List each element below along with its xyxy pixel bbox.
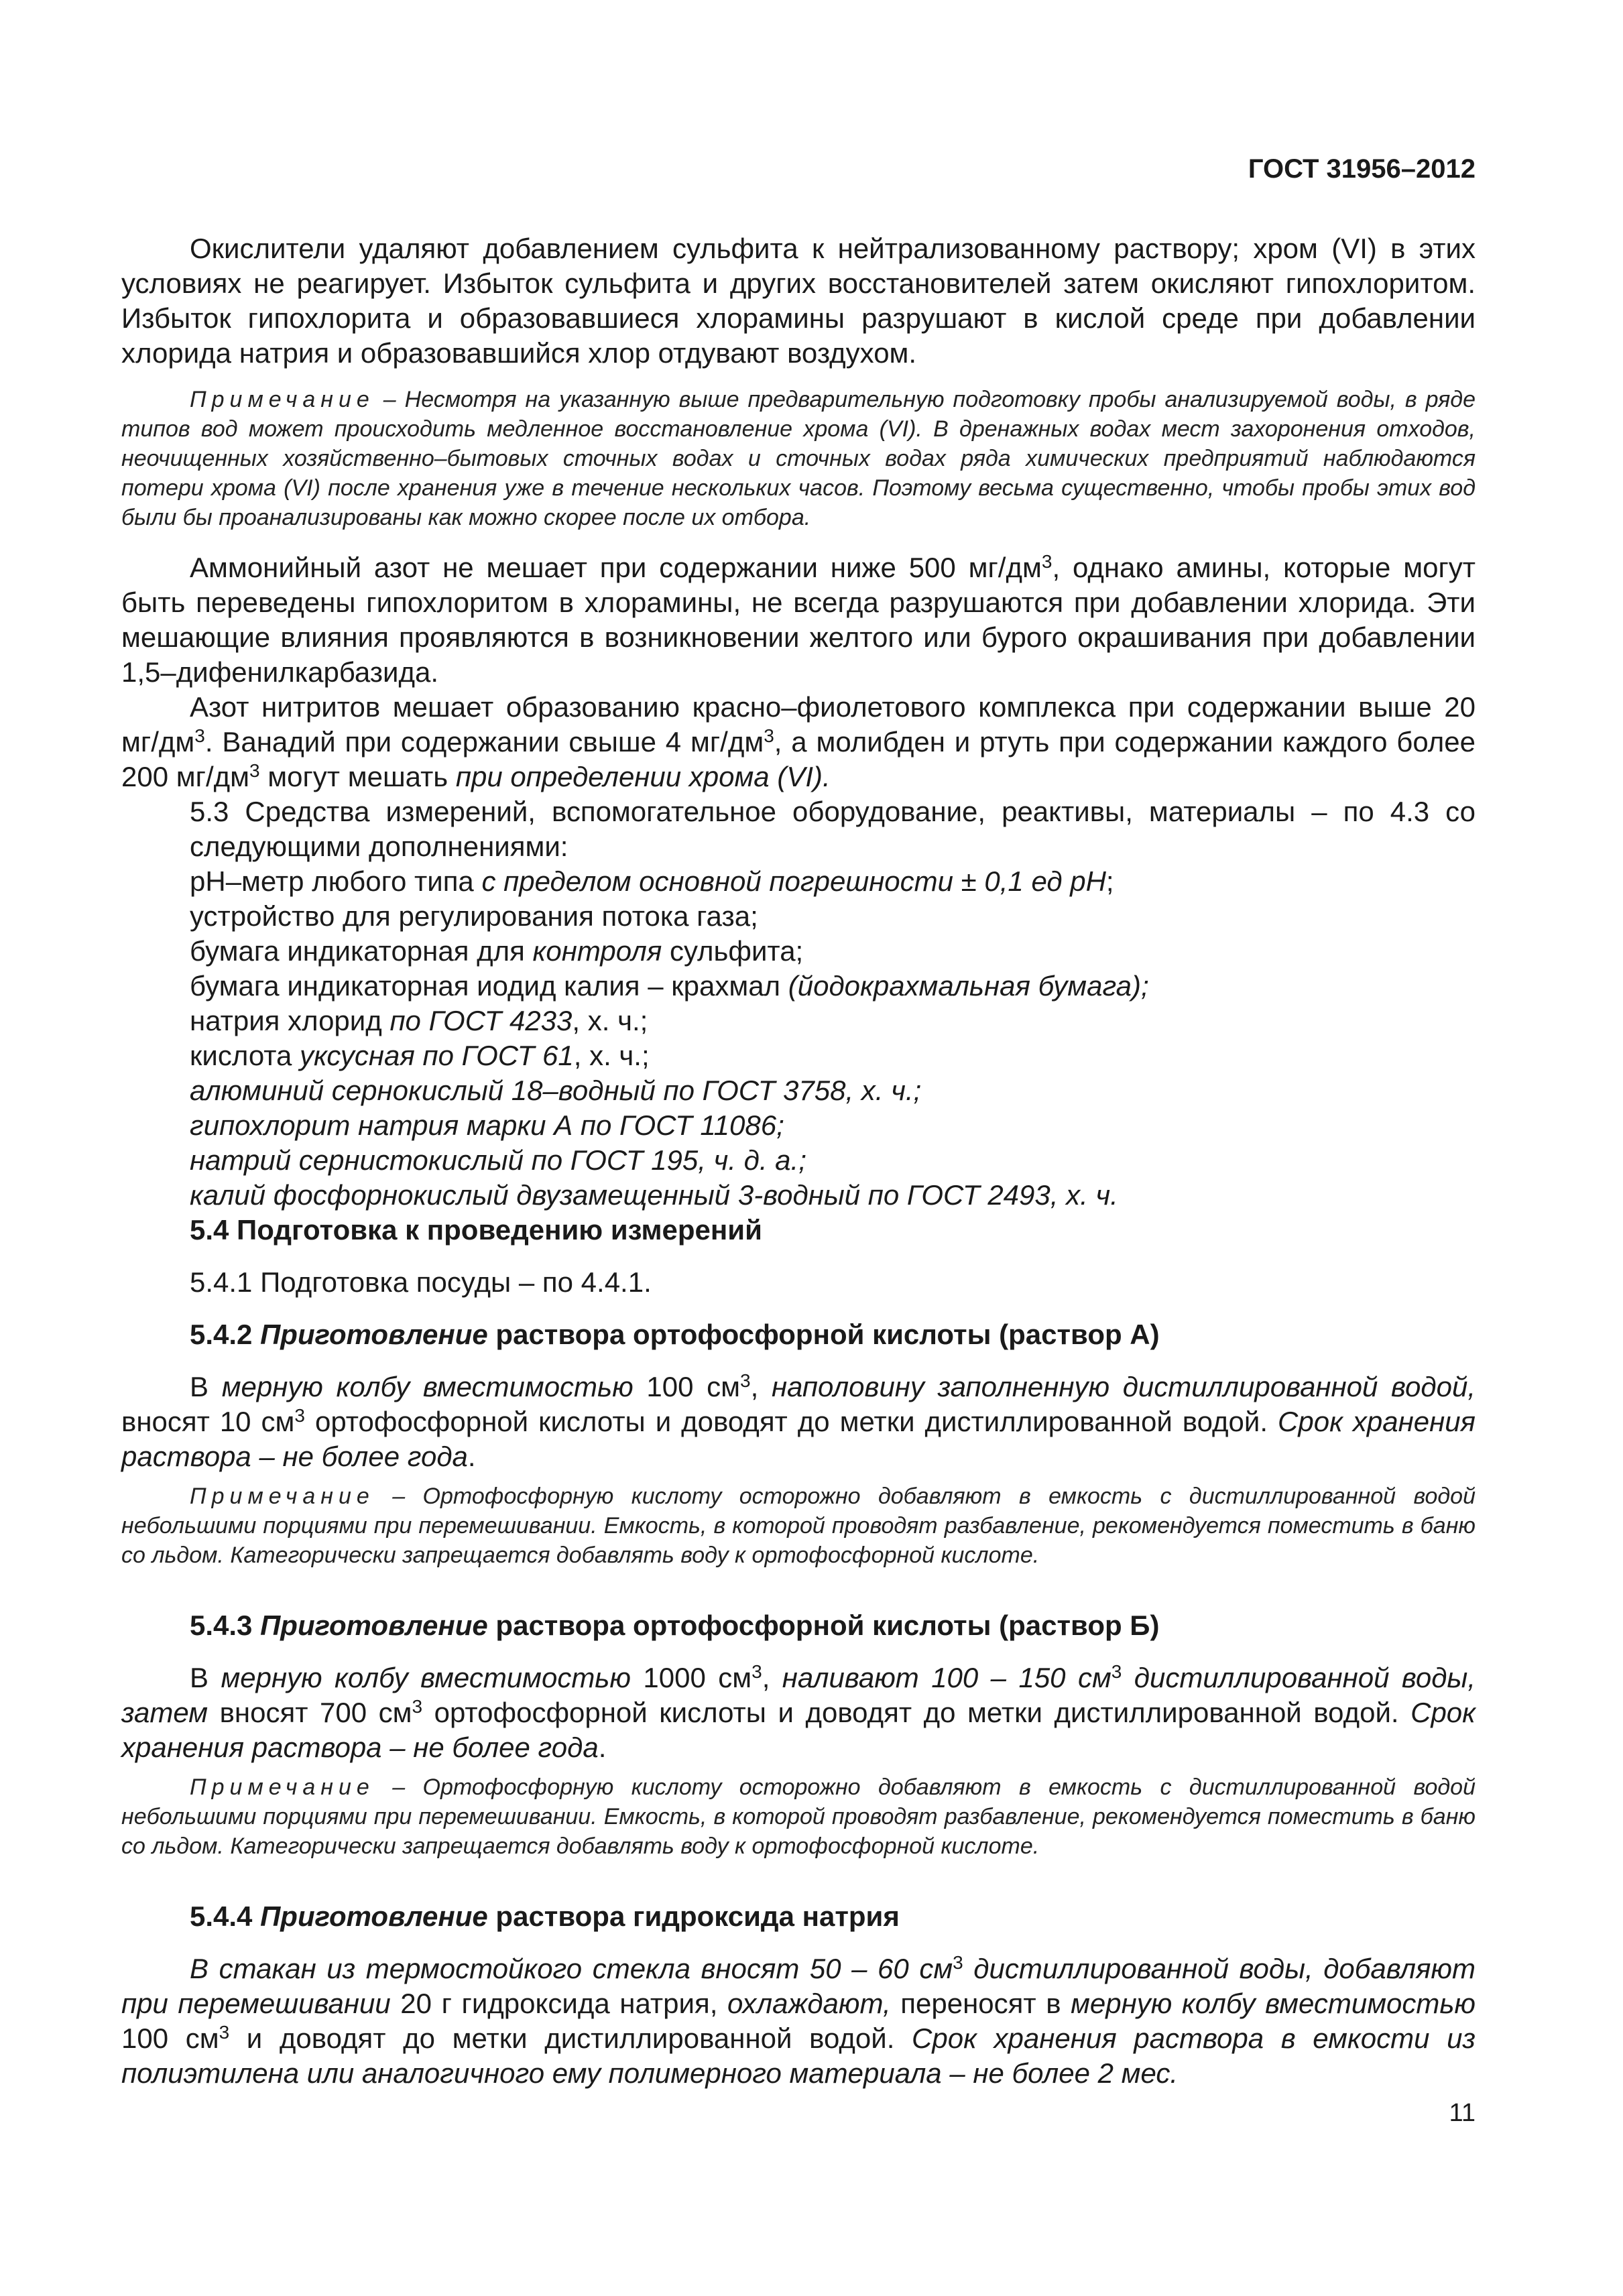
text-run: 20 г гидроксида натрия, — [390, 1988, 727, 2019]
text-run: и доводят до метки дистиллированной водой. — [229, 2022, 912, 2054]
note-label: Примечание — [190, 1774, 375, 1800]
text-run: В — [190, 1662, 221, 1693]
text-run: . Ванадий при содержании свыше 4 мг/дм — [204, 726, 764, 758]
text-run-italic: В стакан из термостойкого стекла вносят 50 – 60 см — [190, 1953, 953, 1984]
text-run-italic: уксусная по ГОСТ 61 — [300, 1040, 574, 1071]
text-run-italic: натрий сернистокислый по ГОСТ 195, ч. д. а.; — [190, 1144, 806, 1176]
superscript: 3 — [194, 725, 205, 746]
text-run: натрия хлорид — [190, 1005, 390, 1036]
section-5-4-1: 5.4.1 Подготовка посуды – по 4.4.1. — [190, 1266, 652, 1298]
list-item — [190, 934, 1476, 969]
superscript: 3 — [219, 2022, 230, 2043]
text-run: вносят 10 см — [121, 1406, 295, 1437]
superscript: 3 — [294, 1405, 305, 1426]
superscript: 3 — [764, 725, 774, 746]
list-item — [190, 969, 1476, 1004]
text-run: ортофосфорной кислоты и доводят до метки дистиллированной водой. — [422, 1697, 1411, 1728]
superscript: 3 — [740, 1370, 751, 1391]
note-2-text: – Ортофосфорную кислоту осторожно добавляют в емкость с дистиллированной водой небольшими порциями при перемешивании. Емкость, в которой проводят разбавление, рекомендуется поместить в баню со льдом. Категорически запрещается добавлять воду к ортофосфорной кислоте. — [121, 1484, 1476, 1568]
text-run: 5.4.3 — [190, 1610, 261, 1641]
text-run-italic: контроля — [532, 935, 662, 967]
text-run-italic: алюминий сернокислый 18–водный по ГОСТ 3758, х. ч.; — [190, 1075, 922, 1106]
text-run: . — [598, 1732, 607, 1763]
equipment-list — [121, 864, 1476, 1213]
text-run: , а молибден и ртуть при содержании каждого более 200 мг/дм — [121, 726, 1476, 792]
section-5-4-2-text — [121, 1370, 1476, 1474]
text-run-italic: Приготовление — [260, 1900, 488, 1932]
page-number: 11 — [1449, 2099, 1476, 2127]
text-run: 1000 см — [630, 1662, 752, 1693]
text-run: , х. ч.; — [573, 1040, 650, 1071]
text-run-italic: при определении хрома (VI). — [455, 761, 831, 792]
text-run: , — [750, 1371, 772, 1402]
note-2 — [121, 1482, 1476, 1570]
text-run-italic: с пределом основной погрешности ± 0,1 ед pH — [481, 865, 1106, 897]
note-3-text: – Ортофосфорную кислоту осторожно добавляют в емкость с дистиллированной водой небольшими порциями при перемешивании. Емкость, в которой проводят разбавление, рекомендуется поместить в баню со льдом. Категорически запрещается добавлять воду к ортофосфорной кислоте. — [121, 1774, 1476, 1859]
list-item — [190, 1073, 1476, 1108]
section-5-4-2-heading — [121, 1317, 1476, 1352]
superscript: 3 — [953, 1952, 963, 1973]
section-5-4-3-heading — [121, 1608, 1476, 1643]
text-run: , — [762, 1662, 782, 1693]
list-item — [190, 1004, 1476, 1038]
ammonium-paragraph — [121, 550, 1476, 690]
text-run-italic: наполовину заполненную дистиллированной водой, — [771, 1371, 1476, 1402]
list-item — [190, 1143, 1476, 1178]
text-run: раствора ортофосфорной кислоты (раствор А) — [487, 1319, 1160, 1350]
text-run: pH–метр любого типа — [190, 865, 482, 897]
text-run: Азот нитритов мешает образованию красно–фиолетового комплекса при содержании выше 20 мг/дм — [121, 691, 1476, 758]
list-item — [190, 1178, 1476, 1213]
text-run: Аммонийный азот не мешает при содержании ниже 500 мг/дм — [190, 552, 1042, 583]
superscript: 3 — [1041, 551, 1053, 572]
text-run: 5.4.4 — [190, 1900, 261, 1932]
text-run: 100 см — [121, 2022, 219, 2054]
text-run-italic: по ГОСТ 4233 — [389, 1005, 573, 1036]
note-label: Примечание — [190, 1484, 375, 1509]
text-run: ортофосфорной кислоты и доводят до метки дистиллированной водой. — [304, 1406, 1278, 1437]
text-run: раствора гидроксида натрия — [487, 1900, 900, 1932]
text-run: . — [467, 1441, 476, 1472]
text-run: переносят в — [890, 1988, 1071, 2019]
nitrite-paragraph — [121, 690, 1476, 794]
list-item — [190, 1108, 1476, 1143]
superscript: 3 — [1111, 1661, 1122, 1682]
text-run: , однако амины, которые могут быть переведены гипохлоритом в хлорамины, не всегда разрушаются при добавлении хлорида. Эти мешающие влияния проявляются в возникновении желтого или бурого окрашивания при добавлении 1,5–дифенилкарбазида. — [121, 552, 1476, 688]
text-run-italic: мерную колбу вместимостью — [221, 1662, 631, 1693]
text-run: кислота — [190, 1040, 300, 1071]
section-5-3: 5.3 Средства измерений, вспомогательное оборудование, реактивы, материалы – по 4.3 со следующими дополнениями: — [190, 796, 1476, 862]
text-run-italic: Срок хранения раствора в емкости из полиэтилена или аналогичного ему полимерного материала – не более 2 мес. — [121, 2022, 1476, 2089]
section-5-4-heading: 5.4 Подготовка к проведению измерений — [190, 1214, 762, 1246]
text-run-italic: Приготовление — [260, 1319, 488, 1350]
text-run: вносят 700 см — [208, 1697, 412, 1728]
text-run-italic: гипохлорит натрия марки А по ГОСТ 11086; — [190, 1109, 784, 1141]
note-1-text: – Несмотря на указанную выше предварительную подготовку пробы анализируемой воды, в ряде типов вод может происходить медленное восстановление хрома (VI). В дренажных водах мест захоронения отходов, неочищенных хозяйственно–бытовых сточных водах и сточных водах ряда химических предприятий наблюдаются потери хрома (VI) после хранения уже в течение нескольких часов. Поэтому весьма существенно, чтобы пробы этих вод были бы проанализированы как можно скорее после их отбора. — [121, 387, 1476, 530]
text-run: бумага индикаторная иодид калия – крахмал — [190, 970, 788, 1002]
text-run-italic: (йодокрахмальная бумага); — [788, 970, 1149, 1002]
text-run: сульфита; — [662, 935, 804, 967]
text-run-italic: Срок хранения раствора – не более года — [121, 1406, 1476, 1472]
list-item — [190, 1038, 1476, 1073]
list-item — [190, 864, 1476, 899]
note-1 — [121, 385, 1476, 532]
section-5-4-3-text — [121, 1660, 1476, 1765]
text-run-italic: дистиллированной воды, добавляют при перемешивании — [121, 1953, 1476, 2019]
list-item: устройство для регулирования потока газа; — [190, 900, 758, 932]
superscript: 3 — [752, 1661, 762, 1682]
text-run: могут мешать — [259, 761, 456, 792]
text-run: В — [190, 1371, 222, 1402]
section-5-4-4-heading — [121, 1899, 1476, 1934]
text-run-italic: наливают 100 – 150 см — [782, 1662, 1111, 1693]
note-label: Примечание — [190, 387, 375, 412]
text-run: ; — [1105, 865, 1114, 897]
text-run: раствора ортофосфорной кислоты (раствор Б) — [487, 1610, 1160, 1641]
oxidizers-paragraph: Окислители удаляют добавлением сульфита к нейтрализованному раствору; хром (VI) в этих условиях не реагирует. Избыток сульфита и других восстановителей затем окисляют гипохлоритом. Избыток гипохлорита и образовавшиеся хлорамины разрушают в кислой среде при добавлении хлорида натрия и образовавшийся хлор отдувают воздухом. — [121, 233, 1476, 369]
text-run: 100 см — [633, 1371, 741, 1402]
text-run-italic: мерную колбу вместимостью — [221, 1371, 634, 1402]
text-run: , х. ч.; — [572, 1005, 648, 1036]
text-run-italic: охлаждают, — [727, 1988, 891, 2019]
text-run-italic: дистиллированной воды, затем — [121, 1662, 1476, 1728]
superscript: 3 — [412, 1696, 423, 1717]
text-run-italic: мерную колбу вместимостью — [1071, 1988, 1476, 2019]
text-run: бумага индикаторная для — [190, 935, 533, 967]
standard-header: ГОСТ 31956–2012 — [1248, 154, 1476, 184]
text-run-italic: калий фосфорнокислый двузамещенный 3-водный по ГОСТ 2493, х. ч. — [190, 1179, 1118, 1211]
text-run-italic: Срок хранения раствора – не более года — [121, 1697, 1476, 1763]
text-run: 5.4.2 — [190, 1319, 261, 1350]
superscript: 3 — [249, 760, 260, 781]
note-3 — [121, 1772, 1476, 1861]
section-5-4-4-text — [121, 1951, 1476, 2091]
text-run-italic: Приготовление — [260, 1610, 488, 1641]
